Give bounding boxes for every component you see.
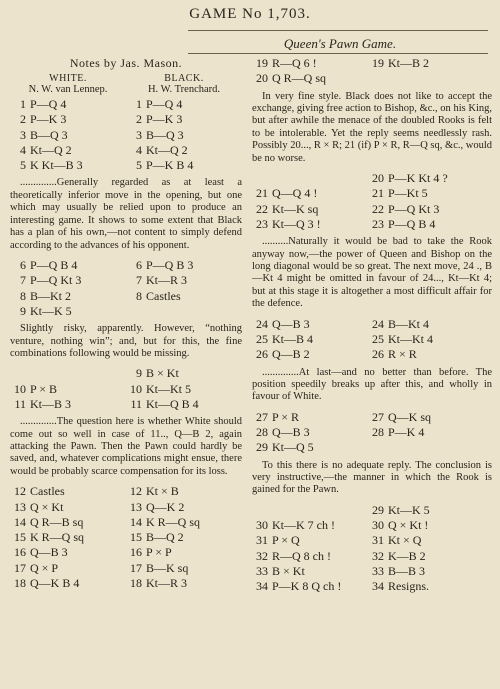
move-number: 31 (256, 533, 268, 548)
move-number (252, 503, 272, 518)
move-list (10, 258, 242, 319)
move-number: 23 (256, 216, 268, 231)
black-move: Kt—Kt 4 (388, 331, 433, 346)
move-row (252, 56, 492, 71)
black-move: B × Kt (146, 366, 179, 381)
white-move: R—Q 6 ! (272, 56, 317, 70)
black-move-number: 19 (372, 56, 384, 70)
black-move-number: 16 (130, 545, 142, 560)
black-move: R × R (388, 347, 417, 362)
move-number: 25 (256, 331, 268, 346)
white-move: Q × Kt (30, 499, 64, 514)
black-move: P—K 4 (388, 425, 425, 440)
white-move: P—K 8 Q ch ! (272, 579, 342, 594)
black-move-number: 30 (372, 518, 384, 533)
move-list (10, 97, 242, 173)
black-move: P—Q 4 (146, 97, 183, 111)
move-number: 10 (14, 381, 26, 396)
black-move: B—Kt 4 (388, 316, 430, 331)
black-move-number: 4 (136, 142, 142, 157)
black-move: Kt—Kt 5 (146, 381, 191, 396)
move-row (10, 382, 242, 397)
black-move (388, 71, 492, 86)
move-number: 17 (14, 560, 26, 575)
move-row (252, 549, 492, 564)
move-row (10, 397, 242, 412)
white-move: P—Q B 4 (30, 257, 78, 272)
move-number: 20 (256, 71, 268, 86)
move-number: 8 (20, 288, 26, 303)
black-move-number: 31 (372, 533, 384, 548)
move-number: 2 (20, 112, 26, 127)
white-move: Kt—K sq (272, 201, 319, 216)
annotation: ..........Naturally it would be bad to take the Rook anyway now,—the power of Queen and Bishop on the long diagonal would be so great. The next move, 24 ., B—Kt 4 might be omitted in favour of 24..., Kt—Kt 4; but at this stage it is altogether a most difficult affair for the defence. (252, 236, 492, 310)
white-move: Q—B 3 (30, 545, 68, 560)
move-number: 13 (14, 499, 26, 514)
black-move: Kt—R 3 (146, 576, 188, 591)
black-move-number: 13 (130, 499, 142, 514)
black-move-number (126, 304, 146, 319)
black-move-number (368, 71, 388, 86)
black-move-number: 14 (130, 514, 142, 529)
move-row (10, 366, 242, 381)
move-row (252, 186, 492, 201)
black-move: Kt—Q 2 (146, 142, 188, 157)
move-number: 19 (256, 56, 268, 70)
black-move: P—Q B 3 (146, 257, 194, 272)
white-move: B—Kt 2 (30, 288, 72, 303)
move-list (252, 56, 492, 87)
move-number: 5 (20, 158, 26, 173)
black-player: H. W. Trenchard. (147, 84, 221, 95)
move-row (252, 171, 492, 186)
move-number: 1 (20, 97, 26, 111)
black-move-number: 17 (130, 560, 142, 575)
black-move-number: 33 (372, 564, 384, 579)
move-number: 30 (256, 518, 268, 533)
white-move: Kt—K 5 (30, 303, 72, 318)
move-list (252, 171, 492, 232)
move-list (10, 366, 242, 412)
black-move-number: 3 (136, 127, 142, 142)
move-number (10, 366, 30, 381)
black-move: Kt—K 5 (388, 502, 430, 517)
black-move: Q—K 2 (146, 499, 185, 514)
left-column (10, 56, 242, 591)
notes-by: Notes by Jas. Mason. (69, 56, 183, 70)
white-move: Q—K B 4 (30, 576, 80, 591)
black-move: P—K B 4 (146, 158, 194, 173)
black-move-number: 8 (136, 288, 142, 303)
white-move: Kt—B 4 (272, 331, 314, 346)
white-move: Q × P (30, 560, 59, 575)
move-row (10, 273, 242, 288)
opening-name: Queen's Pawn Game. (283, 36, 397, 51)
black-move-number: 28 (372, 425, 384, 440)
white-move: Kt—Q 2 (30, 142, 72, 157)
move-row (252, 425, 492, 440)
move-number (252, 171, 272, 186)
black-move: P—Q B 4 (388, 216, 436, 231)
white-move: Q R—Q sq (272, 71, 327, 86)
white-move: Kt—Q 3 ! (272, 216, 321, 231)
move-row (10, 484, 242, 499)
move-number: 4 (20, 142, 26, 157)
move-row (252, 317, 492, 332)
black-move-number: 20 (372, 171, 384, 186)
annotation: ..............Generally regarded as at least a theoretically inferior move in the opening, but one which may usually be relied upon to produce an interesting game. It shows to some extent that Black has a plan of his own,—not content to simply defend according to the advances of his opponent. (10, 177, 242, 251)
move-row (252, 202, 492, 217)
black-move: P × P (146, 545, 172, 560)
black-move-number: 1 (136, 97, 142, 111)
white-move: K Kt—B 3 (30, 158, 83, 173)
move-row (252, 564, 492, 579)
game-title: GAME No 1,703. (189, 6, 311, 22)
black-move: Kt—B 2 (388, 56, 430, 70)
white-move: K R—Q sq (30, 530, 85, 545)
move-number: 32 (256, 548, 268, 563)
black-move: P—Q Kt 3 (388, 201, 440, 216)
black-move-number: 32 (372, 548, 384, 563)
move-number: 27 (256, 409, 268, 424)
move-row (10, 561, 242, 576)
move-row (252, 71, 492, 86)
move-row (252, 332, 492, 347)
white-move: Castles (30, 484, 65, 499)
move-number: 18 (14, 576, 26, 591)
black-move-number: 11 (130, 396, 142, 411)
move-number: 24 (256, 316, 268, 331)
move-list (252, 503, 492, 595)
black-move-number: 18 (130, 576, 142, 591)
white-move (30, 366, 126, 381)
black-move: Kt—Q B 4 (146, 396, 199, 411)
black-move: B—B 3 (388, 564, 426, 579)
move-row (10, 530, 242, 545)
move-number: 34 (256, 579, 268, 594)
move-row (10, 112, 242, 127)
black-move-number: 34 (372, 579, 384, 594)
move-number: 3 (20, 127, 26, 142)
move-row (10, 143, 242, 158)
move-row (10, 304, 242, 319)
black-move-number: 21 (372, 186, 384, 201)
move-number: 12 (14, 484, 26, 499)
black-move-number: 25 (372, 331, 384, 346)
move-number: 9 (20, 303, 26, 318)
black-move-number: 6 (136, 257, 142, 272)
move-row (10, 576, 242, 591)
white-move (272, 171, 368, 186)
move-list (252, 317, 492, 363)
move-number: 33 (256, 564, 268, 579)
black-move-number: 27 (372, 409, 384, 424)
move-row (252, 410, 492, 425)
black-move: Castles (146, 288, 181, 303)
annotation: ..............At last—and no better than before. The position speedily breaks up after this, and wholly in favour of White. (252, 366, 492, 403)
black-move (388, 440, 492, 455)
white-move: Q—B 2 (272, 347, 310, 362)
white-move: Q—Q 4 ! (272, 186, 318, 201)
move-number: 14 (14, 514, 26, 529)
white-move: P—K 3 (30, 112, 67, 127)
black-move: K—B 2 (388, 548, 426, 563)
black-move: K R—Q sq (146, 514, 201, 529)
white-move: Q—B 3 (272, 316, 310, 331)
black-move: Q—K sq (388, 409, 432, 424)
move-row (252, 347, 492, 362)
black-move: Resigns. (388, 579, 430, 594)
move-row (10, 500, 242, 515)
black-move-number: 7 (136, 273, 142, 288)
black-move: P—K 3 (146, 112, 183, 127)
right-column (252, 56, 492, 595)
white-move: R—Q 8 ch ! (272, 548, 331, 563)
black-move-number: 5 (136, 158, 142, 173)
move-number: 15 (14, 530, 26, 545)
move-row (252, 503, 492, 518)
black-move: Kt—R 3 (146, 273, 188, 288)
move-number: 21 (256, 186, 268, 201)
white-move: P × Q (272, 533, 300, 548)
black-move: B—K sq (146, 560, 189, 575)
black-move: Q × Kt ! (388, 518, 429, 533)
move-row (252, 217, 492, 232)
move-row (10, 545, 242, 560)
white-move: Q—B 3 (272, 425, 310, 440)
move-row (252, 440, 492, 455)
black-move-number: 12 (130, 484, 142, 499)
black-move: B—Q 2 (146, 530, 184, 545)
move-list (10, 484, 242, 591)
white-move: Kt—B 3 (30, 396, 72, 411)
move-row (10, 128, 242, 143)
black-move: P—Kt 5 (388, 186, 428, 201)
annotation: Slightly risky, apparently. However, “nothing venture, nothing win”; and, but for this, the fine combinations following would be missing. (10, 323, 242, 359)
white-move: P × B (30, 381, 57, 396)
black-move-number: 26 (372, 347, 384, 362)
black-move-number: 29 (372, 502, 384, 517)
black-move-number: 22 (372, 201, 384, 216)
white-move: P—Q 4 (30, 97, 67, 111)
annotation: To this there is no adequate reply. The conclusion is very instructive,—the manner in which the Rook is gained for the Pawn. (252, 459, 492, 496)
move-row (10, 258, 242, 273)
player-names (10, 84, 242, 95)
move-row (10, 515, 242, 530)
move-number: 11 (14, 396, 26, 411)
black-move-number: 10 (130, 381, 142, 396)
annotation: ..............The question here is whether White should come out so well in case of 11.., Q—B 2, again attacking the Pawn. Then the Pawn could hardly be saved, and, whatever complications might ensue, there would be probably scarce compensation for its loss. (10, 416, 242, 477)
black-move: B—Q 3 (146, 127, 184, 142)
white-move: Q R—B sq (30, 514, 84, 529)
move-number: 7 (20, 273, 26, 288)
move-row (10, 289, 242, 304)
move-row (252, 579, 492, 594)
white-move: P—Q Kt 3 (30, 273, 82, 288)
move-list (252, 410, 492, 456)
black-move: P—K Kt 4 ? (388, 171, 448, 186)
move-row (10, 158, 242, 173)
white-move: Kt—K 7 ch ! (272, 518, 335, 533)
move-number: 16 (14, 545, 26, 560)
black-move-number (368, 440, 388, 455)
title-rule (188, 30, 488, 31)
white-move: P × R (272, 409, 299, 424)
black-move-number: 2 (136, 112, 142, 127)
move-row (252, 518, 492, 533)
annotation: In very fine style. Black does not like to accept the exchange, giving free action to Bishop, &c., on his King, but after awhile the menace of the doubled Rooks is felt to be intolerable. Yet the reply seems needlessly rash. Possibly 20..., R × R; 21 (if) P × R, R—Q sq, &c., would be no worse. (252, 90, 492, 164)
move-row (10, 97, 242, 112)
white-label: WHITE. (49, 73, 87, 84)
black-move (146, 304, 242, 319)
black-move-number: 15 (130, 530, 142, 545)
move-number: 28 (256, 425, 268, 440)
white-move: Kt—Q 5 (272, 440, 314, 455)
move-number: 6 (20, 257, 26, 272)
white-move: B × Kt (272, 564, 305, 579)
black-label: BLACK. (164, 73, 204, 84)
color-headers (10, 73, 242, 84)
white-move (272, 503, 368, 518)
black-move-number: 24 (372, 316, 384, 331)
move-row (252, 533, 492, 548)
black-move: Kt × Q (388, 533, 422, 548)
subtitle-rule (188, 53, 488, 54)
move-number: 22 (256, 201, 268, 216)
black-move-number: 9 (136, 366, 142, 381)
move-number: 29 (256, 440, 268, 455)
black-move: Kt × B (146, 484, 179, 499)
white-move: B—Q 3 (30, 127, 68, 142)
move-number: 26 (256, 347, 268, 362)
black-move-number: 23 (372, 216, 384, 231)
white-player: N. W. van Lennep. (28, 84, 108, 95)
